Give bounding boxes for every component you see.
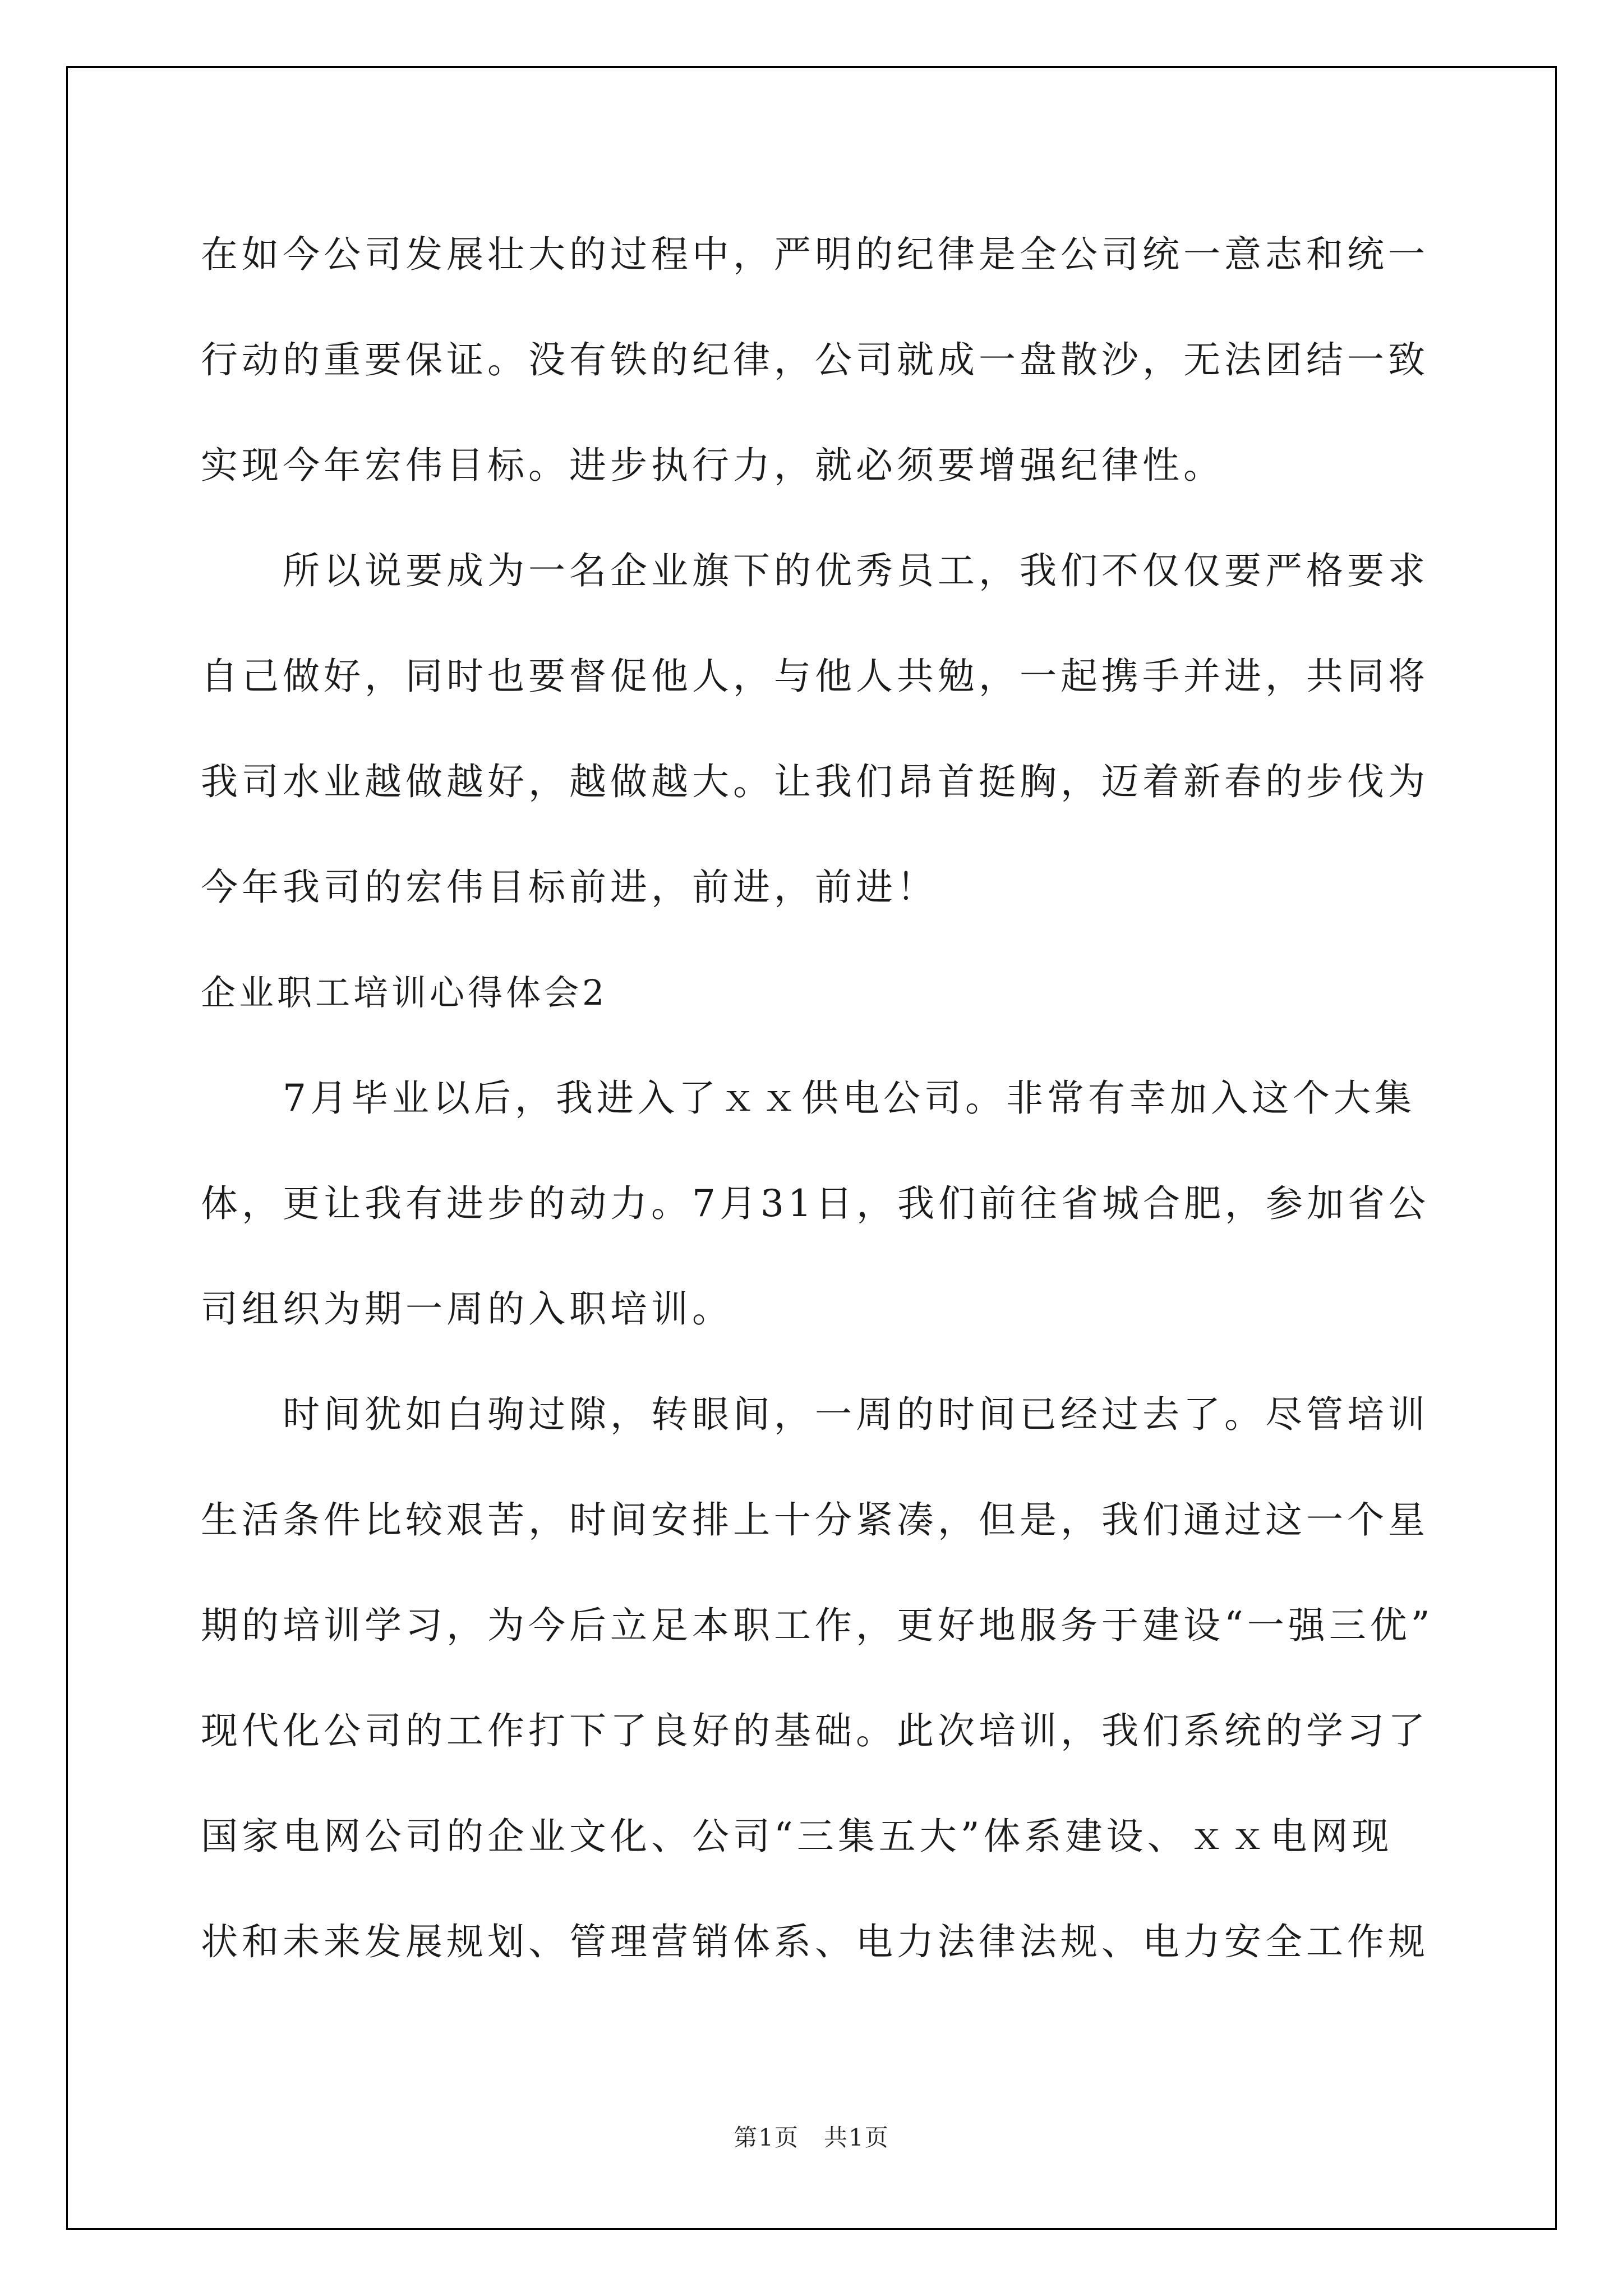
page-footer: 第1页 共1页	[734, 2124, 889, 2151]
text-line: 在如今公司发展壮大的过程中，严明的纪律是全公司统一意志和统一	[201, 233, 1429, 276]
text-line: 期的培训学习，为今后立足本职工作，更好地服务于建设“一强三优”	[201, 1604, 1434, 1647]
text-line: 实现今年宏伟目标。进步执行力，就必须要增强纪律性。	[201, 444, 1224, 487]
paragraph	[201, 1362, 1435, 1995]
text-line: 司组织为期一周的入职培训。	[201, 1287, 733, 1331]
text-line: 所以说要成为一名企业旗下的优秀员工，我们不仅仅要严格要求	[283, 549, 1429, 592]
text-line: 时间犹如白驹过隙，转眼间，一周的时间已经过去了。尽管培训	[283, 1393, 1429, 1436]
text-line: 生活条件比较艰苦，时间安排上十分紧凑，但是，我们通过这一个星	[201, 1498, 1429, 1542]
text-line: 现代化公司的工作打下了良好的基础。此次培训，我们系统的学习了	[201, 1709, 1429, 1752]
text-line: 7月毕业以后，我进入了ｘｘ供电公司。非常有幸加入这个大集	[283, 1076, 1415, 1120]
paragraph	[201, 202, 1435, 518]
document-body	[201, 202, 1435, 1995]
paragraph	[201, 518, 1435, 940]
text-line: 状和未来发展规划、管理营销体系、电力法律法规、电力安全工作规	[201, 1920, 1429, 1963]
text-line: 国家电网公司的企业文化、公司“三集五大”体系建设、ｘｘ电网现	[201, 1815, 1393, 1858]
text-line: 我司水业越做越好，越做越大。让我们昂首挺胸，迈着新春的步伐为	[201, 760, 1429, 803]
section-heading: 企业职工培训心得体会2	[201, 972, 608, 1013]
text-line: 今年我司的宏伟目标前进，前进，前进！	[201, 866, 938, 909]
paragraph	[201, 1046, 1435, 1362]
text-line: 体，更让我有进步的动力。7月31日，我们前往省城合肥，参加省公	[201, 1182, 1430, 1225]
text-line: 自己做好，同时也要督促他人，与他人共勉，一起携手并进，共同将	[201, 655, 1429, 698]
text-line: 行动的重要保证。没有铁的纪律，公司就成一盘散沙，无法团结一致	[201, 338, 1429, 381]
